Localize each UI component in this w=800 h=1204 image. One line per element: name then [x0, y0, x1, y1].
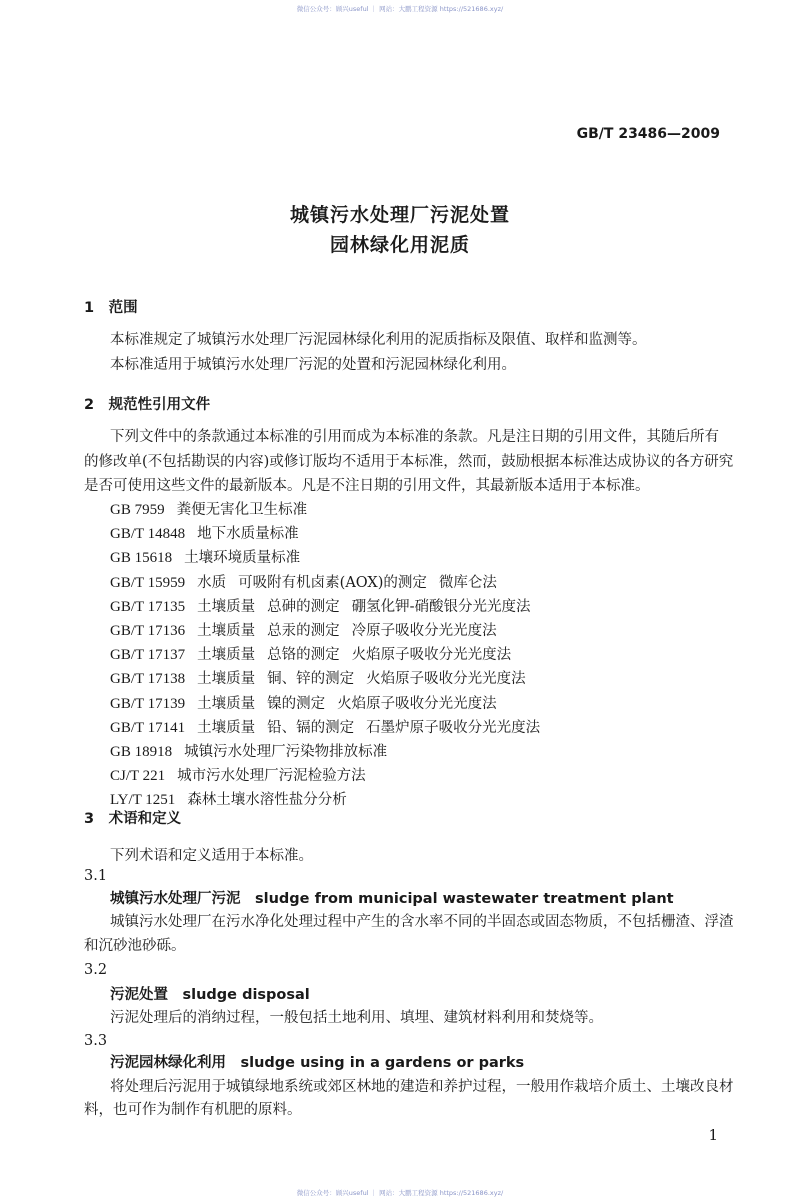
reference-item — [110, 645, 523, 665]
reference-code: GB/T 15959 — [110, 574, 186, 591]
term-en: sludge from municipal wastewater treatment plant — [255, 891, 674, 907]
reference-title-part: 土壤环境质量标准 — [184, 550, 301, 567]
reference-code: LY/T 1251 — [110, 792, 176, 809]
term-cn: 污泥处置 — [110, 987, 168, 1003]
reference-item — [110, 669, 538, 689]
term-heading — [110, 889, 674, 909]
section-1-heading: 1 范围 — [84, 300, 138, 316]
term-def-line: 城镇污水处理厂在污水净化处理过程中产生的含水率不同的半固态或固态物质，不包括栅渣、浮渣 — [110, 914, 734, 930]
page-title-line-2: 园林绿化用泥质 — [329, 234, 470, 256]
reference-title-part: 火焰原子吸收分光光度法 — [337, 695, 497, 712]
reference-title-part: 可吸附有机卤素(AOX)的测定 — [238, 574, 427, 591]
term-number: 3.1 — [84, 868, 108, 884]
section-2-para-line: 的修改单(不包括勘误的内容)或修订版均不适用于本标准，然而，鼓励根据本标准达成协议的各方研究 — [84, 454, 734, 470]
reference-title-part: 城镇污水处理厂污染物排放标准 — [184, 744, 388, 760]
term-cn: 城镇污水处理厂污泥 — [110, 891, 241, 907]
term-cn: 污泥园林绿化利用 — [110, 1055, 226, 1071]
reference-title-part: 石墨炉原子吸收分光光度法 — [366, 719, 541, 736]
reference-title-part: 火焰原子吸收分光光度法 — [351, 647, 512, 664]
reference-item — [110, 524, 311, 544]
term-en: sludge disposal — [182, 987, 310, 1003]
section-2-heading: 2 规范性引用文件 — [84, 397, 211, 413]
term-def-line: 和沉砂池砂砾。 — [84, 938, 186, 954]
term-heading — [110, 1053, 524, 1073]
reference-code: CJ/T 221 — [110, 768, 166, 785]
reference-item — [110, 742, 399, 762]
reference-code: GB/T 17141 — [110, 719, 186, 736]
reference-title-part: 镍的测定 — [267, 695, 326, 712]
reference-title-part: 土壤质量 — [197, 623, 256, 639]
reference-item — [110, 597, 543, 617]
reference-code: GB/T 17138 — [110, 671, 186, 688]
reference-title-part: 水质 — [197, 574, 227, 591]
reference-title-part: 土壤质量 — [197, 647, 256, 664]
reference-title-part: 地下水质量标准 — [197, 526, 299, 543]
reference-code: GB/T 14848 — [110, 526, 186, 543]
reference-title-part: 冷原子吸收分光光度法 — [351, 623, 497, 639]
reference-item — [110, 718, 552, 738]
watermark-top: 微信公众号：顾兴useful ｜ 网站：大鹏工程资源 https://521686.xyz/ — [296, 5, 504, 13]
watermark-bottom: 微信公众号：顾兴useful ｜ 网站：大鹏工程资源 https://521686.xyz/ — [296, 1189, 504, 1197]
reference-title-part: 土壤质量 — [197, 671, 256, 688]
reference-item — [110, 500, 319, 520]
term-number: 3.2 — [84, 962, 108, 978]
reference-title-part: 土壤质量 — [197, 695, 256, 712]
reference-item — [110, 548, 312, 568]
reference-title-part: 火焰原子吸收分光光度法 — [366, 671, 526, 688]
section-1-line: 本标准规定了城镇污水处理厂污泥园林绿化利用的泥质指标及限值、取样和监测等。 — [110, 332, 647, 348]
reference-title-part: 铅、镉的测定 — [267, 719, 355, 736]
reference-title-part: 土壤质量 — [197, 719, 256, 736]
page-title-line-1: 城镇污水处理厂污泥处置 — [289, 204, 510, 226]
section-2-para-line: 下列文件中的条款通过本标准的引用而成为本标准的条款。凡是注日期的引用文件，其随后所有 — [110, 429, 719, 445]
reference-title-part: 土壤质量 — [197, 598, 256, 615]
reference-code: GB 7959 — [110, 502, 165, 518]
reference-code: GB/T 17135 — [110, 598, 186, 615]
term-def-line: 料，也可作为制作有机肥的原料。 — [84, 1102, 302, 1118]
reference-code: GB/T 17139 — [110, 695, 186, 712]
reference-title-part: 硼氢化钾-硝酸银分光光度法 — [351, 598, 531, 615]
page-number: 1 — [708, 1126, 718, 1144]
reference-item — [110, 790, 359, 810]
reference-item — [110, 573, 509, 593]
section-3-heading: 3 术语和定义 — [84, 811, 182, 827]
reference-title-part: 城市污水处理厂污泥检验方法 — [177, 768, 366, 785]
reference-title-part: 铜、锌的测定 — [267, 671, 355, 688]
reference-item — [110, 766, 378, 786]
term-def-line: 污泥处理后的消纳过程，一般包括土地利用、填埋、建筑材料利用和焚烧等。 — [110, 1010, 603, 1026]
reference-title-part: 总铬的测定 — [267, 647, 340, 664]
reference-item — [110, 694, 509, 714]
reference-title-part: 微库仑法 — [438, 574, 497, 591]
standard-number: GB/T 23486—2009 — [576, 126, 720, 142]
reference-item — [110, 621, 509, 641]
term-def-line: 将处理后污泥用于城镇绿地系统或郊区林地的建造和养护过程，一般用作栽培介质土、土壤改良材 — [110, 1079, 734, 1095]
term-heading — [110, 985, 310, 1005]
reference-code: GB 15618 — [110, 550, 173, 567]
reference-title-part: 总汞的测定 — [267, 623, 340, 639]
section-1-line: 本标准适用于城镇污水处理厂污泥的处置和污泥园林绿化利用。 — [110, 357, 516, 373]
reference-title-part: 粪便无害化卫生标准 — [176, 502, 308, 518]
reference-code: GB/T 17136 — [110, 623, 186, 639]
term-en: sludge using in a gardens or parks — [240, 1055, 525, 1071]
reference-title-part: 总砷的测定 — [267, 598, 340, 615]
section-3-intro: 下列术语和定义适用于本标准。 — [110, 848, 313, 864]
term-number: 3.3 — [84, 1033, 108, 1049]
reference-code: GB 18918 — [110, 744, 173, 760]
reference-code: GB/T 17137 — [110, 647, 186, 664]
reference-title-part: 森林土壤水溶性盐分分析 — [187, 792, 347, 809]
section-2-para-line: 是否可使用这些文件的最新版本。凡是不注日期的引用文件，其最新版本适用于本标准。 — [84, 478, 650, 494]
